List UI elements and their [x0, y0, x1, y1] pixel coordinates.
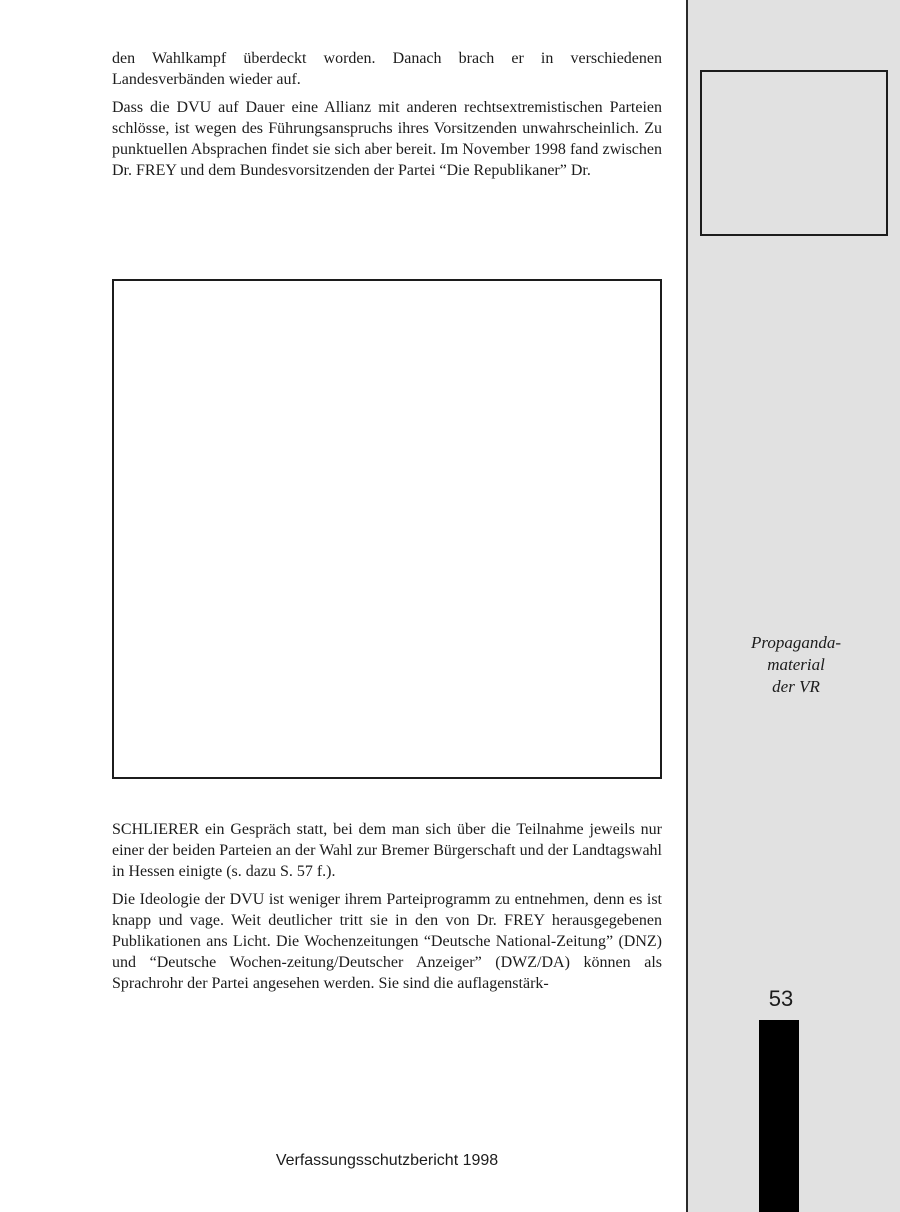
page-footer: Verfassungsschutzbericht 1998: [275, 1152, 499, 1169]
paragraph: Die Ideologie der DVU ist weniger ihrem Parteiprogramm zu entnehmen, denn es ist knapp und vage. Weit deutlicher tritt sie in den von Dr. FREY herausgegebenen Publikationen ans Licht. Die Wochenzeitungen “Deutsche National-Zeitung” (DNZ) und “Deutsche Wochen-zeitung/Deutscher Anzeiger” (DWZ/DA) können als Sprachrohr der Partei angesehen werden. Sie sind die auflagenstärk-: [112, 891, 662, 992]
paragraph: SCHLIERER ein Gespräch statt, bei dem man sich über die Teilnahme jeweils nur einer der beiden Parteien an der Wahl zur Bremer Bürgerschaft und der Landtagswahl in Hessen einigte (s. dazu S. 57 f.).: [112, 821, 662, 880]
margin-note-line: Propaganda-: [750, 633, 842, 652]
margin-note-line: material: [767, 655, 825, 674]
figure-image-frame: [112, 279, 662, 779]
body-text-top: [112, 48, 662, 188]
margin-note: [708, 632, 884, 698]
paragraph: Dass die DVU auf Dauer eine Allianz mit anderen rechtsextremistischen Parteien schlösse, ist wegen des Führungsanspruchs ihres Vorsitzenden unwahrscheinlich. Zu punktuellen Absprachen findet sie sich aber bereit. Im November 1998 fand zwischen Dr. FREY und dem Bundesvorsitzenden der Partei “Die Republikaner” Dr.: [112, 99, 662, 179]
paragraph: den Wahlkampf überdeckt worden. Danach brach er in verschiedenen Landesverbänden wieder auf.: [112, 50, 662, 88]
margin-note-line: der VR: [772, 677, 820, 696]
sidebar-image-frame: [700, 70, 888, 236]
margin-column: [686, 0, 900, 1212]
body-text-bottom: [112, 819, 662, 1001]
page-number: 53: [768, 986, 794, 1011]
page-tab-marker: [759, 1020, 799, 1212]
